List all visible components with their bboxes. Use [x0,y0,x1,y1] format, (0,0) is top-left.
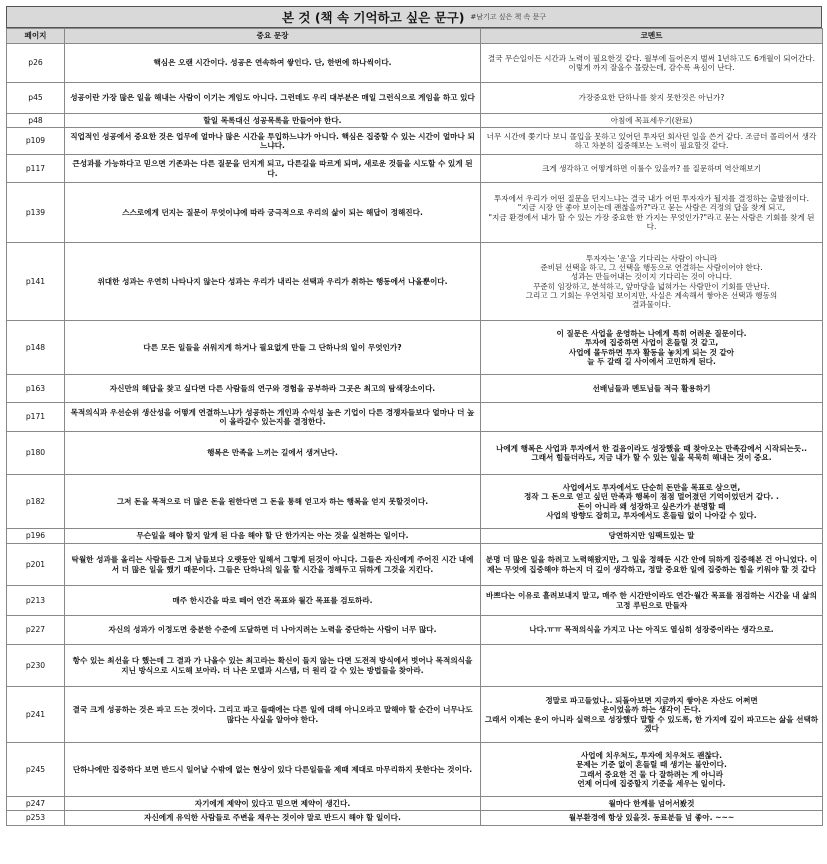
table-row [7,645,823,687]
page-number-cell: p230 [7,645,65,687]
table-header-row [7,29,823,44]
table-row [7,544,823,586]
table-row [7,432,823,475]
comment-cell: 너무 시간에 쫓기다 보니 몰입을 못하고 있어던 투자던 회사던 일을 쓴거 같다. 조금더 몰리어서 생각하고 차분히 집중해보는 노력이 필요할것 같다. [481,128,823,155]
page-number-cell: p247 [7,797,65,811]
page-number-cell: p245 [7,743,65,797]
page-number-cell: p182 [7,475,65,529]
table-row [7,128,823,155]
page-number-cell: p227 [7,616,65,645]
sheet-title: 본 것 (책 속 기억하고 싶은 문구) [281,10,465,25]
comment-cell [481,645,823,687]
important-sentence-cell: 다른 모든 일들을 쉬워지게 하거나 필요없게 만들 그 단하나의 일이 무엇인가? [65,321,481,375]
important-sentence-cell: 성공이란 가장 많은 일을 해내는 사람이 이기는 게임도 아니다. 그런데도 우리 대부분은 매일 그런식으로 게임을 하고 있다 [65,83,481,114]
table-row [7,529,823,544]
important-sentence-cell: 무슨일을 해야 할지 알게 된 다음 해야 할 단 한가지는 아는 것을 실천하는 일이다. [65,529,481,544]
important-sentence-cell: 탁월한 성과를 올리는 사람들은 그저 남들보다 오랫동안 일해서 그렇게 된것이 아니다. 그들은 자신에게 주어진 시간 내에서 더 많은 일을 했기 때문이다. 그들은 단하나의 일을 할 시간을 정해두고 둬하게 그것을 지킨다. [65,544,481,586]
comment-cell: 사업에서도 투자에서도 단순히 돈만을 목표로 삼으면, 정작 그 돈으로 얻고 싶던 만족과 행복이 점점 멀어졌던 기억이었던거 같다. . 돈이 아니라 왜 성장하고 싶은가가 분명할 때 사업의 방향도 잡히고, 투자에서도 흔들림 없이 나아갈 수 있다. [481,475,823,529]
table-row [7,375,823,403]
page-number-cell: p213 [7,586,65,616]
important-sentence-cell: 자신만의 해답을 찾고 싶다면 다른 사람들의 연구와 경험을 공부하라 그곳은 최고의 탐색장소이다. [65,375,481,403]
header-sentence: 중요 문장 [65,29,481,44]
sheet-title-bar [6,6,822,28]
table-row [7,114,823,128]
comment-cell: 사업에 치우쳐도, 투자에 치우쳐도 괜찮다. 문제는 기준 없이 흔들릴 때 생기는 불안이다. 그래서 중요한 건 둘 다 잘하려는 게 아니라 언제 어디에 집중할지 기준을 세우는 일이다. [481,743,823,797]
page-number-cell: p171 [7,403,65,432]
important-sentence-cell: 행복은 만족을 느끼는 길에서 생겨난다. [65,432,481,475]
important-sentence-cell: 항수 있는 최선을 다 했는데 그 결과 가 나올수 있는 최고라는 확신이 들지 않는 다면 도전적 방식에서 벗어나 목적의식을 지닌 방식으로 시도해 보아라. 더 나은 모델과 시스템, 더 원리 갈 수 있는 방법들을 찾아라. [65,645,481,687]
table-row [7,83,823,114]
table-row [7,811,823,826]
table-row [7,155,823,183]
comment-cell [481,403,823,432]
page-number-cell: p180 [7,432,65,475]
comment-cell: 결국 무슨일이든 시간과 노력이 필요한것 같다. 월부에 들어온지 벌써 1년하고도 6개월이 되어간다. 이렇게 까지 잘올수 몰랐는데, 감수록 욕심이 난다. [481,44,823,83]
comment-cell: 나다.ㅠㅠ 목적의식을 가지고 나는 아직도 열심히 성장중이라는 생각으로. [481,616,823,645]
table-row [7,475,823,529]
important-sentence-cell: 자신의 성과가 이정도면 충분한 수준에 도달하면 더 나아지려는 노력을 중단하는 사람이 너무 많다. [65,616,481,645]
important-sentence-cell: 자신에게 유익한 사람들로 주변을 채우는 것이야 말로 반드시 해야 할 일이다. [65,811,481,826]
page-number-cell: p163 [7,375,65,403]
important-sentence-cell: 단하나에만 집중하다 보면 반드시 일어날 수밖에 없는 현상이 있다 다른일들을 제때 제대로 마무리하지 못한다는 것이다. [65,743,481,797]
important-sentence-cell: 직업적인 성공에서 중요한 것은 업무에 얼마나 많은 시간을 투입하느냐가 아니다. 핵심은 집중할 수 있는 시간이 얼마나 되느냐다. [65,128,481,155]
page-number-cell: p241 [7,687,65,743]
important-sentence-cell: 스스로에게 던지는 질문이 무엇이냐에 따라 궁극적으로 우리의 삶이 되는 해답이 정해진다. [65,183,481,243]
header-page: 페이지 [7,29,65,44]
important-sentence-cell: 목적의식과 우선순위 생산성을 어떻게 연결하느냐가 성공하는 개인과 수익성 높은 기업이 다른 경쟁자들보다 얼마나 더 높이 올라갈수 있는지를 결정한다. [65,403,481,432]
page-number-cell: p109 [7,128,65,155]
page-number-cell: p48 [7,114,65,128]
comment-cell: 투자자는 '운'을 기다리는 사람이 아니라 준비된 선택을 하고, 그 선택을 행동으로 연결하는 사람이어야 한다. 성과는 만들어내는 것이지 기다리는 것이 아니다. 꾸준히 임장하고, 분석하고, 앞마당을 넓혀가는 사람만이 기회를 만난다. 그리고 그 기회는 우연처럼 보이지만, 사실은 계속해서 쌓아온 선택과 행동의 결과물이다. [481,243,823,321]
table-row [7,797,823,811]
comment-cell: 바쁘다는 이유로 흘려보내지 말고, 매주 한 시간만이라도 연간·월간 목표를 점검하는 시간을 내 삶의 고정 루틴으로 만들자 [481,586,823,616]
comment-cell: 월마다 한계를 넘어서봤것 [481,797,823,811]
table-row [7,183,823,243]
table-row [7,243,823,321]
page-number-cell: p201 [7,544,65,586]
comment-cell: 크게 생각하고 어떻게하면 이룰수 있을까? 를 질문하며 역산해보기 [481,155,823,183]
comment-cell: 가장중요한 단하나를 찾지 못한것은 아닌가? [481,83,823,114]
page-number-cell: p253 [7,811,65,826]
comment-cell: 정말로 파고들었나.. 되돌아보면 지금까지 쌓아온 자산도 어쩌면 운이었을까 하는 생각이 든다. 그래서 이제는 운이 아니라 실력으로 성장했다 말할 수 있도록, 한 가지에 깊이 파고드는 삶을 선택하겠다 [481,687,823,743]
quotes-table [6,28,823,826]
important-sentence-cell: 매주 한시간을 따로 떼어 연간 목표와 월간 목표를 검토하라. [65,586,481,616]
page-number-cell: p148 [7,321,65,375]
comment-cell: 투자에서 우리가 어떤 질문을 던지느냐는 결국 내가 어떤 투자자가 될지를 결정하는 출발점이다. "지금 시장 안 좋아 보이는데 괜찮을까?"라고 묻는 사람은 걱정의 답을 찾게 되고, "지금 환경에서 내가 할 수 있는 가장 중요한 한 가지는 무엇인가?"라고 묻는 사람은 기회를 찾게 된다. [481,183,823,243]
comment-cell: 이 질문은 사업을 운영하는 나에게 특히 어려운 질문이다. 투자에 집중하면 사업이 흔들릴 것 같고, 사업에 몰두하면 투자 활동을 놓치게 되는 것 같아 늘 두 갈래 길 사이에서 고민하게 된다. [481,321,823,375]
important-sentence-cell: 할일 목록대신 성공목록을 만들어야 한다. [65,114,481,128]
important-sentence-cell: 결국 크게 성공하는 것은 파고 드는 것이다. 그리고 파고 들때에는 다른 일에 대해 아니오라고 말해야 할 순간이 너무나도 많다는 사실을 알아야 한다. [65,687,481,743]
page-number-cell: p139 [7,183,65,243]
reading-notes-sheet [6,6,822,826]
table-row [7,616,823,645]
header-comment: 코멘트 [481,29,823,44]
table-body [7,44,823,826]
comment-cell: 분명 더 많은 일을 하려고 노력해왔지만, 그 일을 정해둔 시간 안에 둬하게 집중해본 건 아니었다. 이제는 무엇에 집중해야 하는지 더 깊이 생각하고, 정말 중요한 일에 집중하는 힘을 키워야 할 것 같다 [481,544,823,586]
important-sentence-cell: 그저 돈을 목적으로 더 많은 돈을 원한다면 그 돈을 통해 얻고자 하는 행복을 얻지 못할것이다. [65,475,481,529]
comment-cell: 아침에 목표세우기(완료) [481,114,823,128]
page-number-cell: p141 [7,243,65,321]
table-row [7,321,823,375]
table-row [7,403,823,432]
comment-cell: 당연하지만 임팩트있는 말 [481,529,823,544]
table-row [7,586,823,616]
important-sentence-cell: 큰성과를 가능하다고 믿으면 기존과는 다른 질문을 던지게 되고, 다른길을 따르게 되며, 새로운 것들을 시도할 수 있게 된다. [65,155,481,183]
page-number-cell: p45 [7,83,65,114]
important-sentence-cell: 핵심은 오랜 시간이다. 성공은 연속하여 쌓인다. 단, 한번에 하나씩이다. [65,44,481,83]
page-number-cell: p196 [7,529,65,544]
table-row [7,687,823,743]
sheet-subtitle: #남기고 싶은 책 속 문구 [470,13,547,21]
comment-cell: 월부환경에 항상 있을것. 동료분들 넘 좋아. ~~~ [481,811,823,826]
table-row [7,44,823,83]
comment-cell: 선배님들과 멘토님들 적극 활용하기 [481,375,823,403]
important-sentence-cell: 자기에게 제약이 있다고 믿으면 제약이 생긴다. [65,797,481,811]
page-number-cell: p26 [7,44,65,83]
important-sentence-cell: 위대한 성과는 우연히 나타나지 않는다 성과는 우리가 내리는 선택과 우리가 취하는 행동에서 나올뿐이다. [65,243,481,321]
comment-cell: 나에게 행복은 사업과 투자에서 한 걸음이라도 성장했을 때 찾아오는 만족감에서 시작되는듯.. 그래서 힘들더라도, 지금 내가 할 수 있는 일을 묵묵히 해내는 것이 중요. [481,432,823,475]
table-row [7,743,823,797]
page-number-cell: p117 [7,155,65,183]
